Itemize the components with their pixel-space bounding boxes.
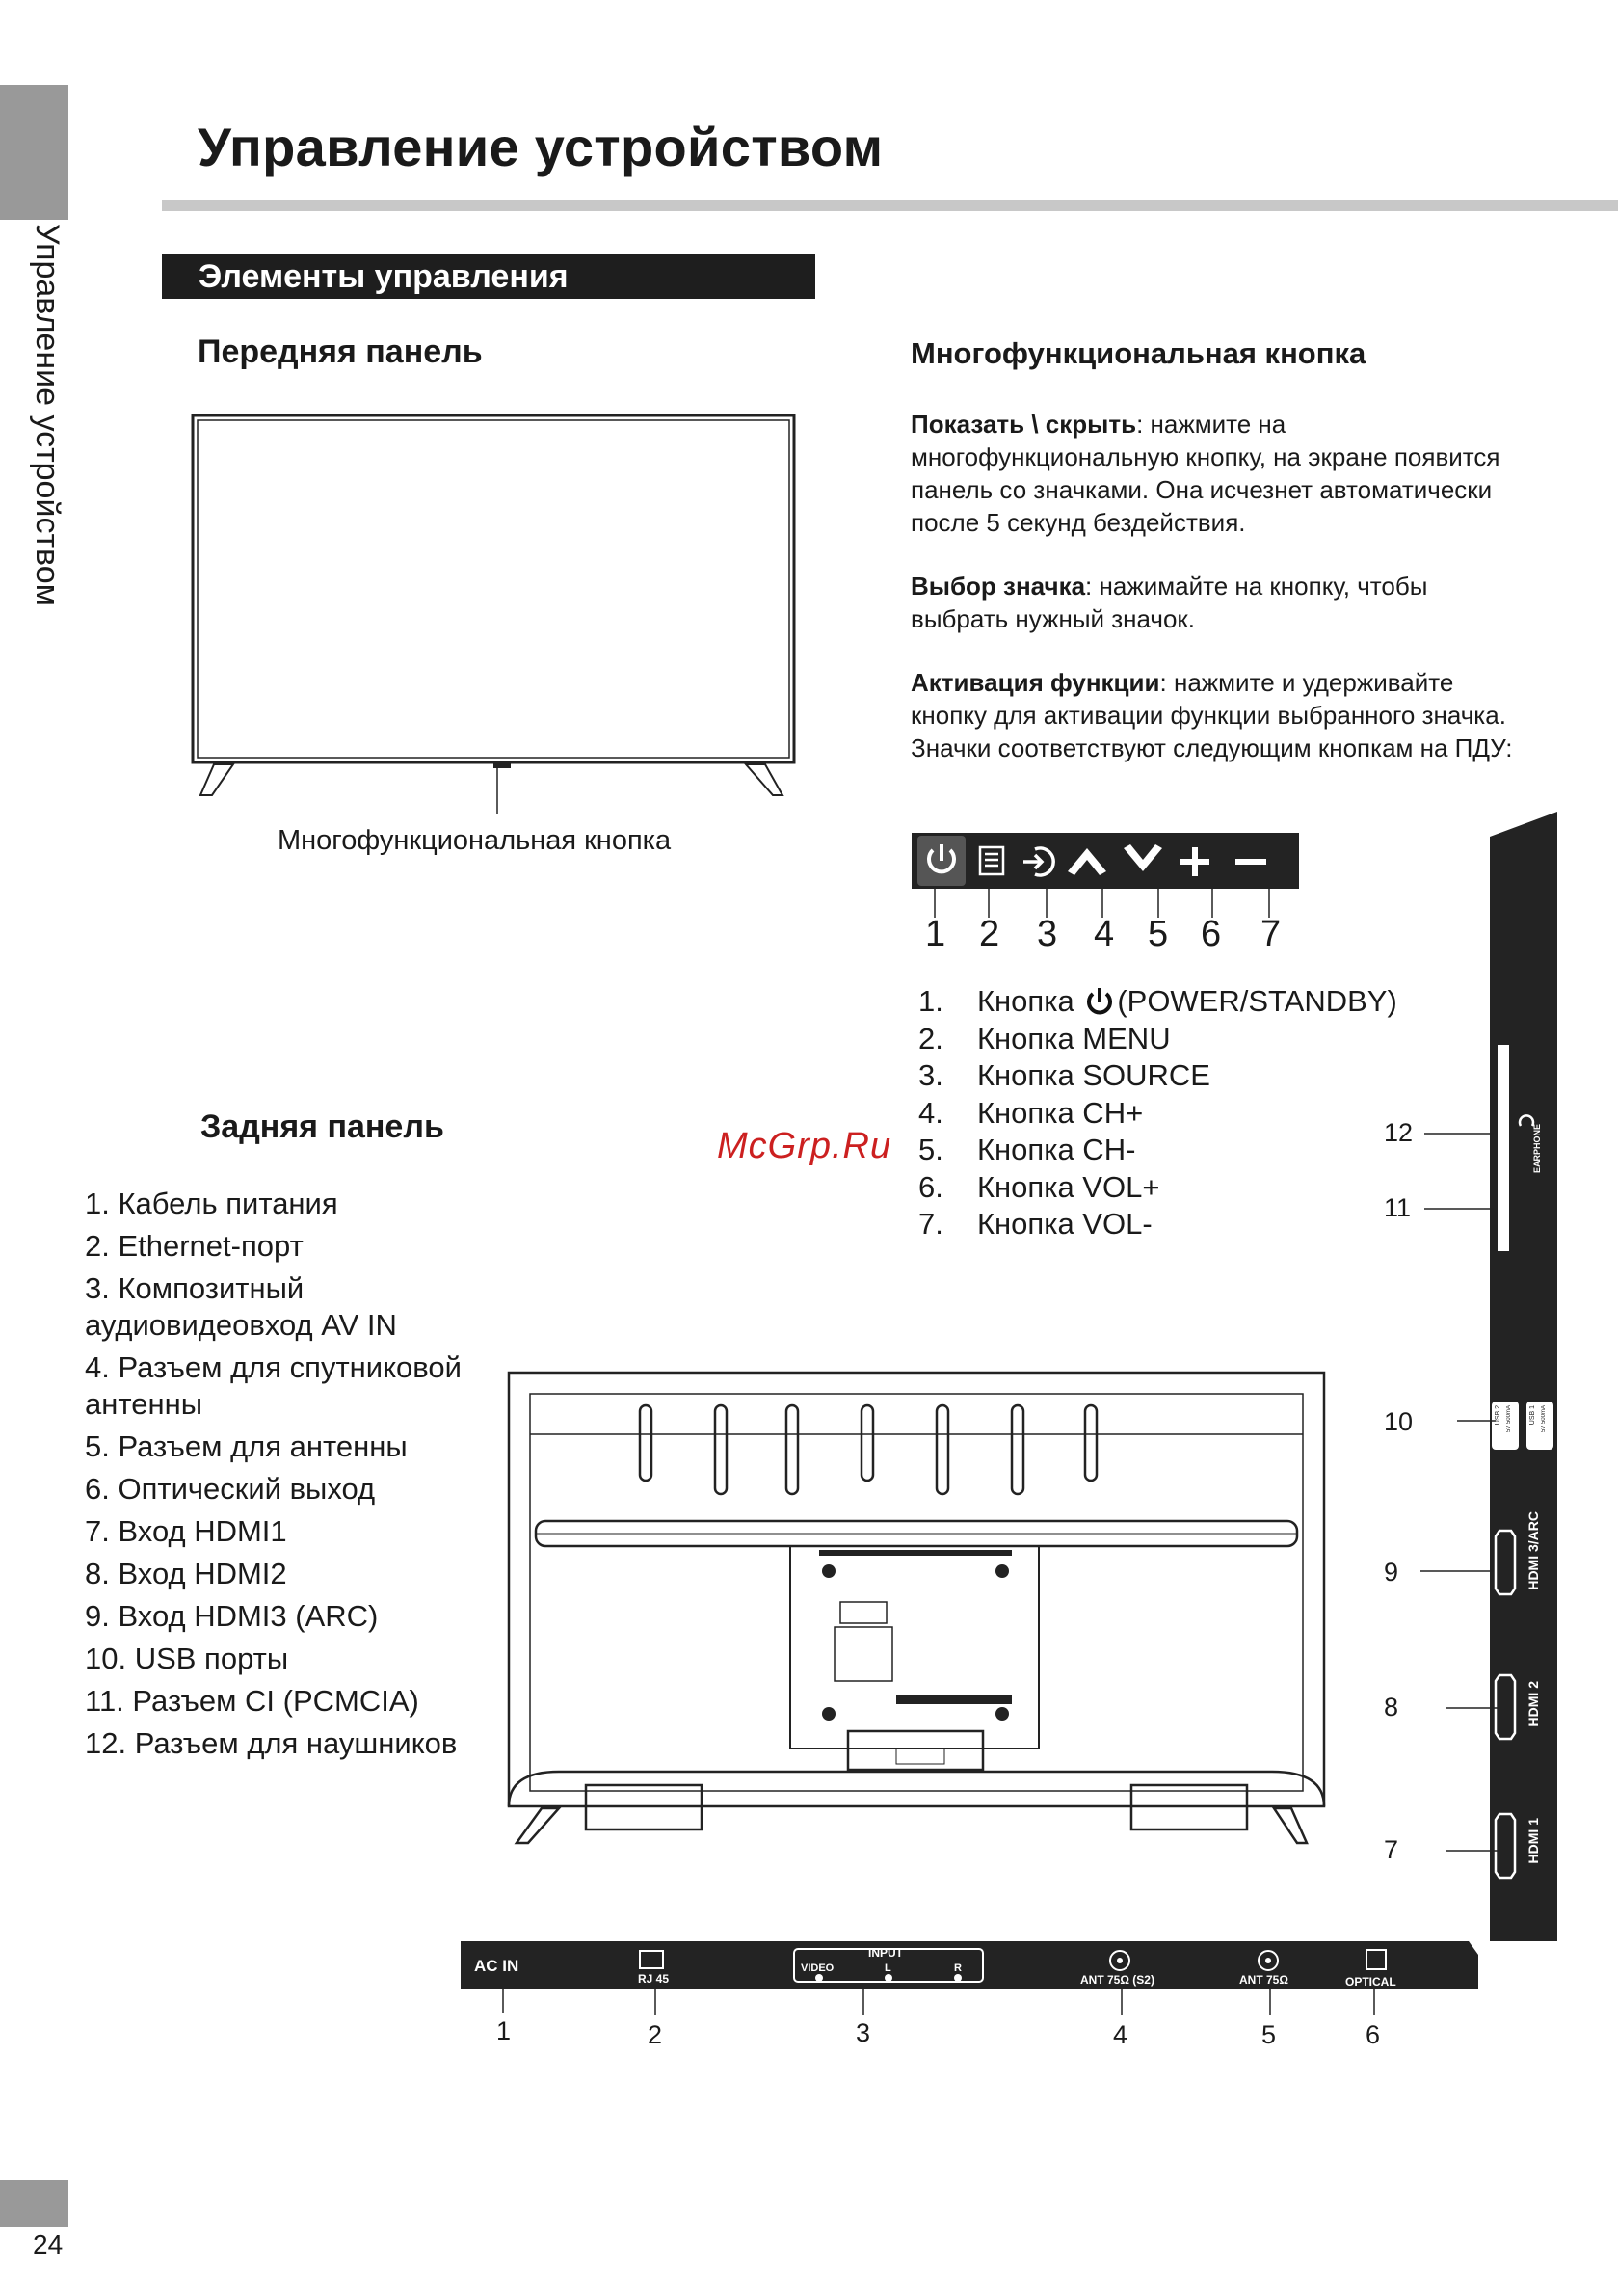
list-item (918, 1021, 1397, 1058)
bottom-connector-strip (461, 1941, 1482, 1989)
audio-l-label: L (885, 1962, 891, 1974)
menu-icon (980, 847, 1003, 874)
term-select-icon: Выбор значка (911, 572, 1086, 601)
icon-num-5: 5 (1148, 914, 1169, 954)
source-icon (1023, 848, 1053, 875)
icon-num-2: 2 (979, 914, 1000, 954)
list-item-label: Кнопка SOURCE (977, 1058, 1210, 1092)
list-item (918, 1095, 1397, 1133)
list-item: 4. Разъем для спутниковой антенны (85, 1350, 462, 1421)
down-arrow-icon (1124, 844, 1162, 871)
side-section-label: Управление устройством (29, 224, 66, 606)
icon-num-6: 6 (1201, 914, 1222, 954)
bottom-num-4: 4 (1113, 2020, 1128, 2049)
list-item: 9. Вход HDMI3 (ARC) (85, 1599, 379, 1633)
list-item: 12. Разъем для наушников (85, 1726, 458, 1760)
side-num-10: 10 (1384, 1407, 1414, 1436)
list-item-label: Кнопка (977, 984, 1083, 1018)
bottom-strip-leaders (461, 1989, 1482, 2018)
audio-r-label: R (954, 1962, 962, 1974)
title-rule (162, 200, 1618, 211)
hdmi3-label: HDMI 3/ARC (1525, 1511, 1541, 1590)
term-show-hide: Показать \ скрыть (911, 410, 1137, 439)
side-num-7: 7 (1384, 1835, 1399, 1864)
bottom-num-6: 6 (1366, 2020, 1381, 2049)
bottom-num-5: 5 (1261, 2020, 1277, 2049)
bottom-num-2: 2 (648, 2020, 663, 2049)
usb1-label: USB 1 (1529, 1405, 1536, 1426)
plus-icon (1180, 847, 1209, 876)
multifunction-heading: Многофункциональная кнопка (911, 336, 1366, 370)
list-item (918, 1057, 1397, 1095)
text-show-hide: : нажмите на многофункциональную кнопку, на экране появится панель со значками. Она исчезнет автоматически после 5 секунд бездействия. (911, 410, 1500, 537)
list-item-number: 2. (918, 1021, 943, 1055)
side-num-11: 11 (1384, 1193, 1412, 1222)
front-panel-heading: Передняя панель (198, 334, 483, 370)
minus-icon (1235, 859, 1266, 865)
bottom-num-1: 1 (496, 2016, 512, 2045)
list-item-number: 5. (918, 1133, 943, 1166)
text-select-icon: : нажимайте на кнопку, чтобы выбрать нужный значок. (911, 572, 1428, 633)
icon-num-7: 7 (1260, 914, 1282, 954)
icon-num-4: 4 (1094, 914, 1115, 954)
side-num-9: 9 (1384, 1558, 1399, 1587)
video-label: VIDEO (801, 1962, 835, 1974)
paragraph-show-hide (911, 408, 1527, 539)
front-tv-illustration (183, 410, 809, 814)
side-tab-top (0, 85, 68, 220)
text-activate: : нажмите и удерживайте кнопку для активации функции выбранного значка. Значки соответствуют следующим кнопкам на ПДУ: (911, 668, 1513, 762)
list-item: 8. Вход HDMI2 (85, 1557, 287, 1590)
button-list (918, 983, 1397, 1243)
list-item-number: 6. (918, 1169, 943, 1204)
paragraph-activate (911, 666, 1527, 764)
rj45-label: RJ 45 (638, 1972, 670, 1986)
usb2-label: USB 2 (1495, 1405, 1501, 1426)
watermark: McGrp.Ru (717, 1126, 892, 1166)
page-title: Управление устройством (198, 117, 884, 177)
list-item-label: Кнопка VOL+ (977, 1169, 1160, 1204)
list-item: 7. Вход HDMI1 (85, 1514, 287, 1548)
list-item: 6. Оптический выход (85, 1472, 376, 1506)
osd-icon-bar (912, 833, 1299, 889)
ci-label: CI (1497, 1137, 1507, 1147)
list-item: 10. USB порты (85, 1642, 289, 1675)
optical-label: OPTICAL (1345, 1975, 1396, 1989)
up-arrow-icon (1068, 848, 1106, 875)
list-item-number: 1. (918, 984, 943, 1018)
list-item: 5. Разъем для антенны (85, 1429, 408, 1463)
usb2-spec: 5V 500mA (1506, 1405, 1512, 1433)
side-strip-leaders (1417, 1118, 1503, 1860)
list-item-number: 7. (918, 1207, 943, 1241)
usb1-spec: 5V 500mA (1541, 1405, 1547, 1433)
section-title: Элементы управления (162, 254, 815, 299)
list-item-number: 4. (918, 1095, 943, 1130)
list-item-suffix: (POWER/STANDBY) (1117, 984, 1397, 1018)
list-item (918, 983, 1397, 1021)
list-item-label: Кнопка CH+ (977, 1095, 1144, 1130)
side-tab-bottom (0, 2180, 68, 2227)
list-item: 11. Разъем CI (PCMCIA) (85, 1684, 419, 1718)
power-icon (1084, 985, 1115, 1018)
ac-in-label: AC IN (474, 1957, 519, 1975)
side-num-8: 8 (1384, 1693, 1399, 1722)
list-item (918, 1132, 1397, 1169)
ant-label: ANT 75Ω (1239, 1973, 1288, 1987)
multifunction-callout: Многофункциональная кнопка (278, 825, 672, 856)
rear-panel-heading: Задняя панель (200, 1108, 444, 1145)
list-item (918, 1169, 1397, 1207)
ant-s2-label: ANT 75Ω (S2) (1080, 1973, 1154, 1987)
list-item-label: Кнопка MENU (977, 1021, 1171, 1055)
bottom-num-3: 3 (856, 2018, 871, 2047)
icon-num-1: 1 (925, 914, 946, 954)
list-item (918, 1206, 1397, 1243)
list-item-number: 3. (918, 1058, 943, 1092)
icon-num-3: 3 (1037, 914, 1058, 954)
rear-tv-illustration (501, 1367, 1330, 1887)
hdmi1-label: HDMI 1 (1525, 1818, 1541, 1864)
earphone-label: EARPHONE (1532, 1124, 1542, 1174)
list-item: 3. Композитный аудиовидеовход AV IN (85, 1271, 397, 1342)
input-label: INPUT (868, 1946, 903, 1960)
page-number: 24 (33, 2229, 64, 2259)
list-item-label: Кнопка VOL- (977, 1207, 1153, 1241)
list-item: 2. Ethernet-порт (85, 1229, 304, 1263)
list-item-label: Кнопка CH- (977, 1133, 1136, 1166)
rear-panel-list (85, 1186, 470, 1768)
hdmi2-label: HDMI 2 (1525, 1681, 1541, 1727)
paragraph-select-icon (911, 570, 1527, 635)
side-num-12: 12 (1384, 1118, 1414, 1147)
term-activate: Активация функции (911, 668, 1160, 697)
list-item: 1. Кабель питания (85, 1187, 338, 1220)
